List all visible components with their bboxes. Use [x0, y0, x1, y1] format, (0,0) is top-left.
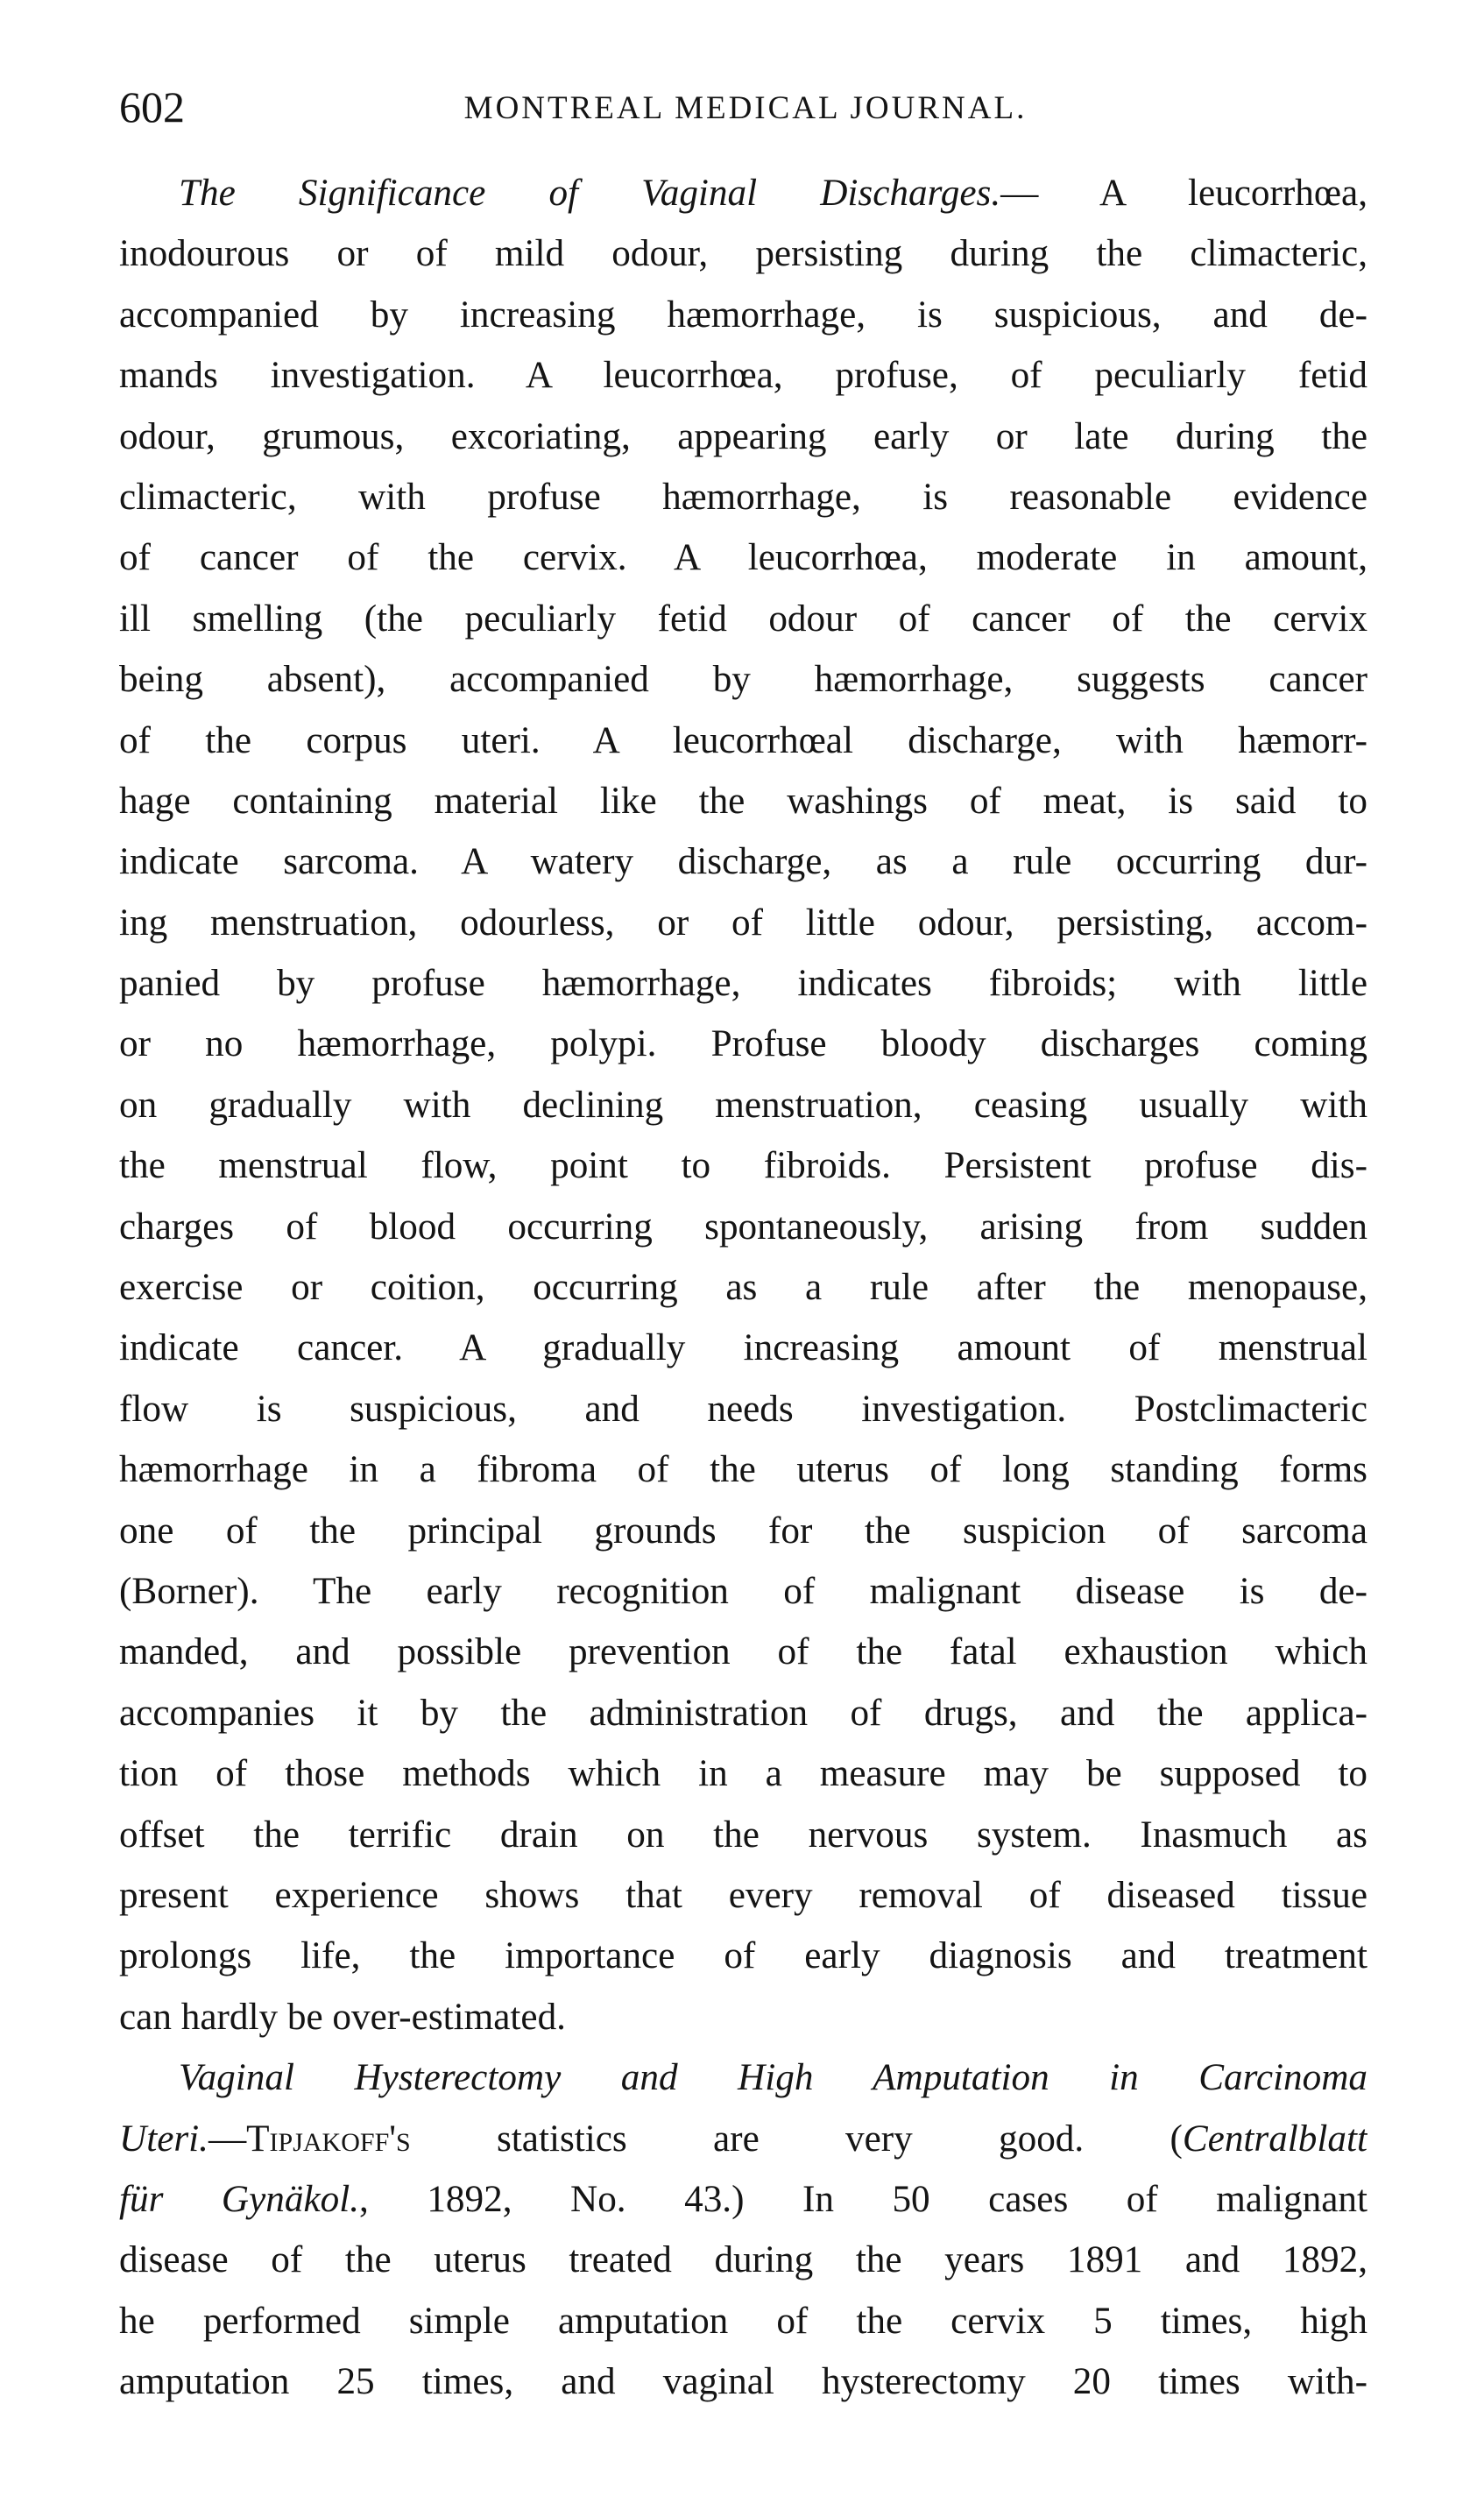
paragraph-line: exercise or coition, occurring as a rule after the menopause,	[119, 1267, 1367, 1309]
paragraph-line: odour, grumous, excoriating, appearing early or late during the	[119, 415, 1367, 457]
paragraph-line: indicate cancer. A gradually increasing amount of menstrual	[119, 1327, 1367, 1369]
paragraph-line: charges of blood occurring spontaneously, arising from sudden	[119, 1206, 1367, 1248]
paragraph-line: disease of the uterus treated during the years 1891 and 1892,	[119, 2239, 1367, 2281]
paragraph-line: climacteric, with profuse hæmorrhage, is reasonable evidence	[119, 476, 1367, 518]
paragraph-line: (Borner). The early recognition of malignant disease is de-	[119, 1570, 1367, 1612]
paragraph-line: present experience shows that every removal of diseased tissue	[119, 1874, 1367, 1916]
paragraph-line: or no hæmorrhage, polypi. Profuse bloody discharges coming	[119, 1023, 1367, 1065]
paragraph-line: he performed simple amputation of the cervix 5 times, high	[119, 2300, 1367, 2342]
paragraph-line: being absent), accompanied by hæmorrhage, suggests cancer	[119, 659, 1367, 701]
paragraph-line: The Significance of Vaginal Discharges.— A leucorrhœa,	[179, 173, 1367, 214]
paragraph-line: amputation 25 times, and vaginal hysterectomy 20 times with-	[119, 2361, 1367, 2403]
paragraph-line: flow is suspicious, and needs investigation. Postclimacteric	[119, 1388, 1367, 1430]
paragraph-line: indicate sarcoma. A watery discharge, as a rule occurring dur-	[119, 841, 1367, 883]
author-name: Tipjakoff's	[246, 2118, 411, 2160]
paragraph-line: manded, and possible prevention of the fatal exhaustion which	[119, 1631, 1367, 1673]
page-header	[119, 81, 1372, 133]
paragraph-line: accompanied by increasing hæmorrhage, is suspicious, and de-	[119, 293, 1367, 336]
paragraph-line: Uteri.—Tipjakoff's statistics are very good. (Centralblatt	[119, 2118, 1367, 2160]
paragraph-line: offset the terrific drain on the nervous system. Inasmuch as	[119, 1814, 1367, 1856]
paragraph-line: hage containing material like the washings of meat, is said to	[119, 780, 1367, 822]
paragraph-line: hæmorrhage in a fibroma of the uterus of long standing forms	[119, 1449, 1367, 1491]
section-title: The Significance of Vaginal Discharges.	[179, 173, 1001, 214]
running-title: MONTREAL MEDICAL JOURNAL.	[463, 90, 1028, 126]
paragraph-line: the menstrual flow, point to fibroids. Persistent profuse dis-	[119, 1145, 1367, 1187]
paragraph-line: für Gynäkol., 1892, No. 43.) In 50 cases of malignant	[119, 2178, 1367, 2220]
paragraph-line: on gradually with declining menstruation, ceasing usually with	[119, 1084, 1367, 1126]
paragraph-line: of the corpus uteri. A leucorrhœal discharge, with hæmorr-	[119, 719, 1367, 761]
page-number: 602	[119, 82, 185, 131]
section-title-end: Uteri.	[119, 2118, 208, 2160]
paragraph-line: one of the principal grounds for the suspicion of sarcoma	[119, 1510, 1367, 1552]
paragraph-line: accompanies it by the administration of drugs, and the applica-	[119, 1692, 1367, 1734]
paragraph-line: of cancer of the cervix. A leucorrhœa, moderate in amount,	[119, 537, 1367, 579]
section-vaginal-discharges	[119, 163, 1367, 2047]
paragraph-line: panied by profuse hæmorrhage, indicates fibroids; with little	[119, 963, 1367, 1005]
paragraph-line: can hardly be over-estimated.	[119, 1996, 566, 2038]
paragraph-line: ill smelling (the peculiarly fetid odour of cancer of the cervix	[119, 597, 1367, 640]
journal-citation: für Gynäkol.	[119, 2178, 360, 2220]
article-body	[119, 163, 1367, 2412]
paragraph-line: inodourous or of mild odour, persisting during the climacteric,	[119, 233, 1367, 275]
paragraph-line: mands investigation. A leucorrhœa, profuse, of peculiarly fetid	[119, 355, 1367, 397]
paragraph-line: tion of those methods which in a measure may be supposed to	[119, 1753, 1367, 1795]
section-vaginal-hysterectomy	[119, 2047, 1367, 2412]
journal-citation: Centralblatt	[1182, 2118, 1367, 2160]
paragraph-line: ing menstruation, odourless, or of little odour, persisting, accom-	[119, 902, 1367, 944]
paragraph-line: prolongs life, the importance of early diagnosis and treatment	[119, 1935, 1367, 1977]
section-title: Vaginal Hysterectomy and High Amputation in Carcinoma	[179, 2057, 1367, 2099]
